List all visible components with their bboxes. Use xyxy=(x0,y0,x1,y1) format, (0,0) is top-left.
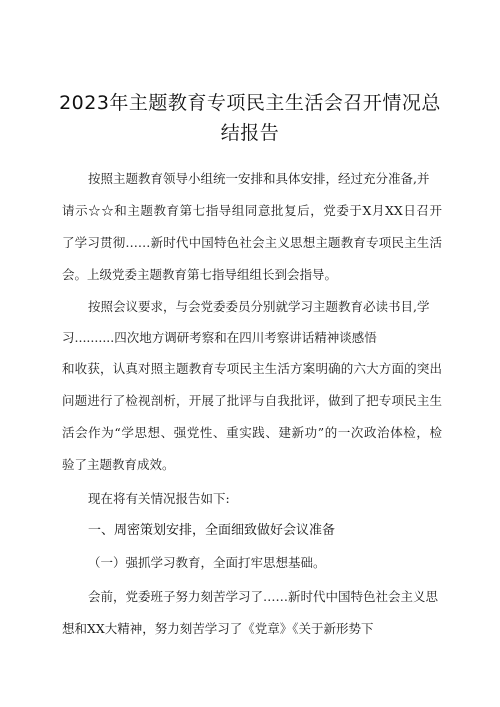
paragraph-1-line-3: 了学习贯彻……新时代中国特色社会主义思想主题教育专项民主生活 xyxy=(62,235,442,250)
title-line-2: 结报告 xyxy=(220,122,280,144)
subsection-heading-1: （一）强抓学习教育，全面打牢思想基础。 xyxy=(88,555,326,570)
paragraph-2-line-4: 问题进行了检视剖析，开展了批评与自我批评，做到了把专项民主生 xyxy=(62,393,442,408)
paragraph-2-line-6: 验了主题教育成效。 xyxy=(62,457,175,472)
paragraph-1-line-1: 按照主题教育领导小组统一安排和具体安排，经过充分准备,并 xyxy=(88,171,430,186)
paragraph-2-line-3: 和收获，认真对照主题教育专项民主生活方案明确的六大方面的突出 xyxy=(62,361,442,376)
paragraph-3-line-2: 想和XX大精神，努力刻苦学习了《党章》《关于新形势下 xyxy=(62,621,374,636)
paragraph-2-line-1: 按照会议要求，与会党委委员分别就学习主题教育必读书目,学 xyxy=(88,299,430,314)
paragraph-2-line-5: 活会作为“学思想、强党性、重实践、建新功”的一次政治体检，检 xyxy=(62,425,442,440)
document-title xyxy=(40,88,460,148)
paragraph-1-line-4: 会。上级党委主题教育第七指导组组长到会指导。 xyxy=(62,267,338,282)
title-line-1: 2023年主题教育专项民主生活会召开情况总 xyxy=(59,92,441,114)
paragraph-1-line-2: 请示☆☆和主题教育第七指导组同意批复后，党委于X月XX日召开 xyxy=(62,203,442,218)
section-heading-1: 一、周密策划安排，全面细致做好会议准备 xyxy=(88,523,336,538)
paragraph-2-line-2: 习..........四次地方调研考察和在四川考察讲话精神谈感悟 xyxy=(62,330,377,345)
report-intro: 现在将有关情况报告如下: xyxy=(88,491,230,506)
paragraph-3-line-1: 会前，党委班子努力刻苦学习了……新时代中国特色社会主义思 xyxy=(88,589,439,604)
